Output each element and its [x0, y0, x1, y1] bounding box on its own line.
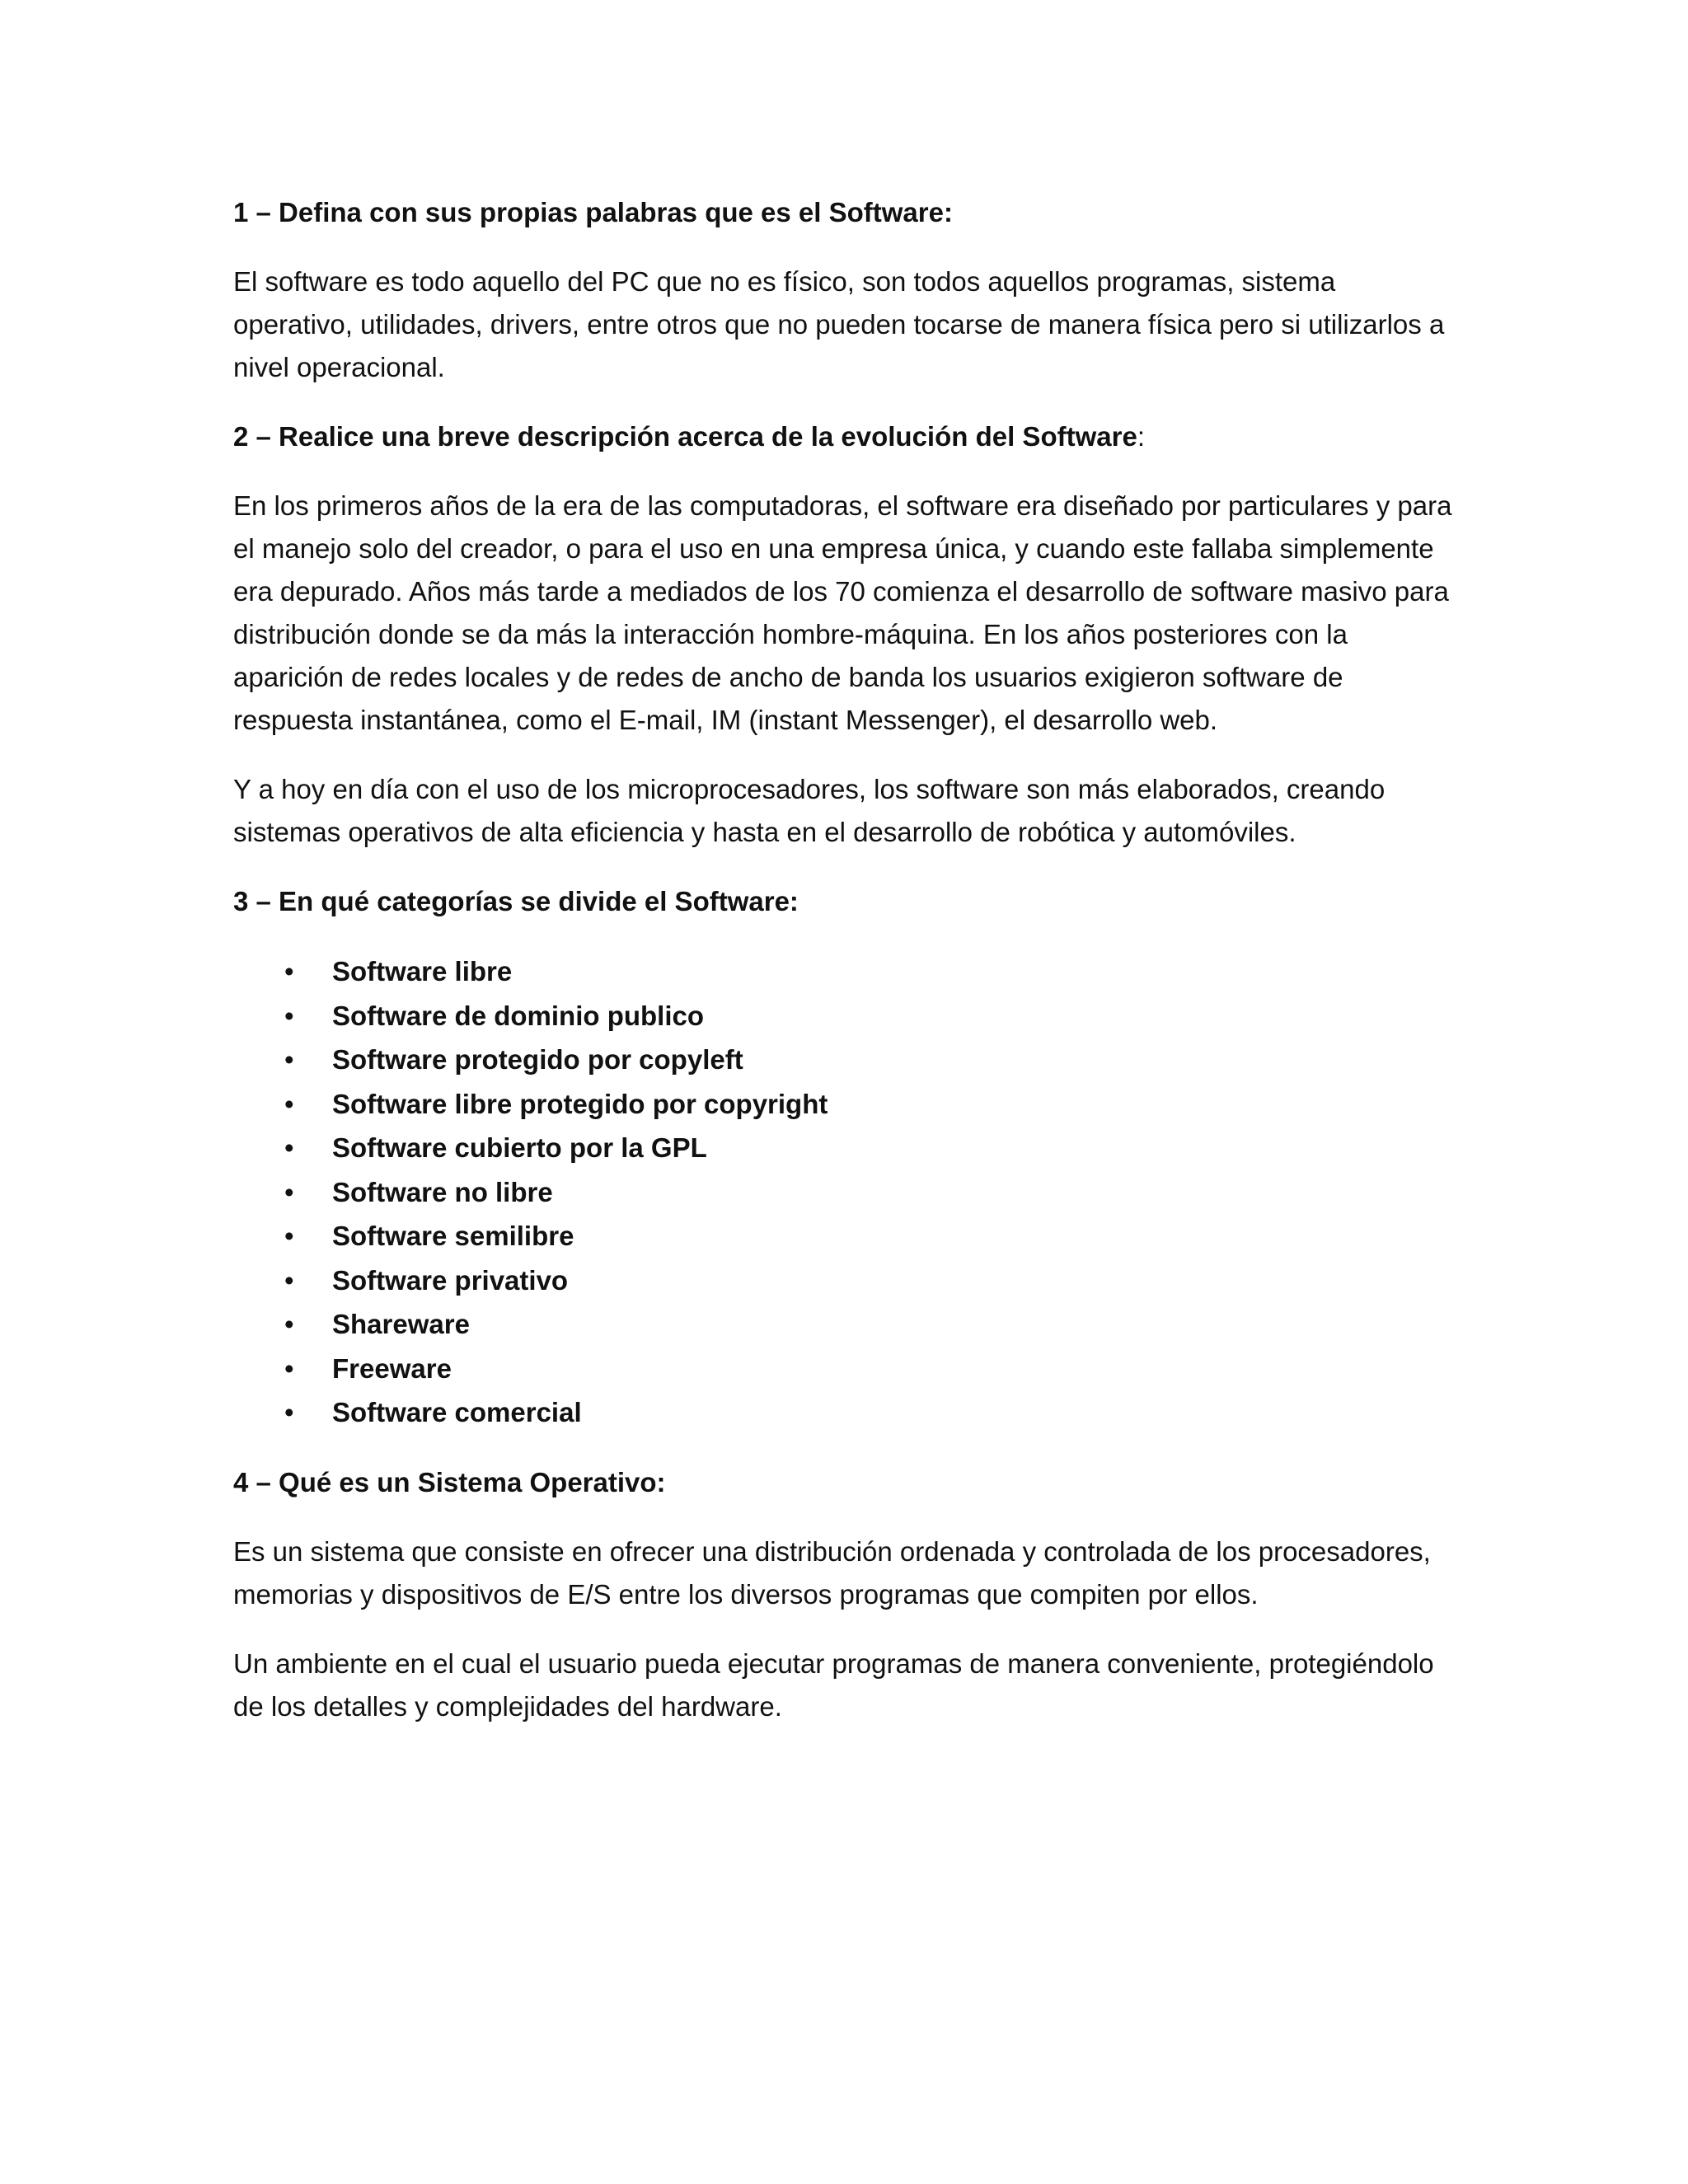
list-item [233, 1302, 1461, 1347]
list-item [233, 994, 1461, 1038]
question-3-heading: 3 – En qué categorías se divide el Software: [233, 886, 799, 916]
question-2-heading [233, 415, 1461, 458]
list-item-label: Software cubierto por la GPL [332, 1132, 707, 1163]
bullet-icon: • [284, 1088, 294, 1119]
question-2-heading-colon: : [1137, 421, 1145, 452]
list-item-label: Software privativo [332, 1264, 569, 1296]
list-item [233, 1170, 1461, 1215]
answer-4-paragraph-1: Es un sistema que consiste en ofrecer una distribución ordenada y controlada de los procesadores, memorias y dispositivos de E/S entre los diversos programas que compiten por ellos. [233, 1535, 1431, 1610]
bullet-icon: • [284, 1352, 294, 1384]
list-item-label: Software libre protegido por copyright [332, 1088, 828, 1119]
bullet-icon: • [284, 1221, 294, 1251]
list-item-label: Software no libre [332, 1176, 553, 1207]
answer-4-paragraph-2: Un ambiente en el cual el usuario pueda ejecutar programas de manera conveniente, protegiéndolo de los detalles y complejidades del hardware. [233, 1647, 1434, 1722]
answer-2-paragraph-1: En los primeros años de la era de las computadoras, el software era diseñado por particulares y para el manejo solo del creador, o para el uso en una empresa única, y cuando este fallaba simplemente era depurado. Años más tarde a mediados de los 70 comienza el desarrollo de software masivo para distribución donde se da más la interacción hombre-máquina. En los años posteriores con la aparición de redes locales y de redes de ancho de banda los usuarios exigieron software de respuesta instantánea, como el E-mail, IM (instant Messenger), el desarrollo web. [233, 490, 1452, 735]
software-categories-list [233, 949, 1461, 1435]
list-item-label: Software comercial [332, 1397, 582, 1427]
bullet-icon: • [284, 1397, 294, 1427]
list-item [233, 1082, 1461, 1127]
bullet-icon: • [284, 1264, 294, 1296]
list-item [233, 1390, 1461, 1435]
bullet-icon: • [284, 1132, 294, 1163]
list-item [233, 1214, 1461, 1258]
list-item-label: Software semilibre [332, 1221, 574, 1251]
answer-1-paragraph: El software es todo aquello del PC que no es físico, son todos aquellos programas, sistema operativo, utilidades, drivers, entre otros que no pueden tocarse de manera física pero si utilizarlos a nivel operacional. [233, 266, 1445, 382]
list-item-label: Software protegido por copyleft [332, 1044, 743, 1075]
list-item-label: Software de dominio publico [332, 1000, 705, 1031]
bullet-icon: • [284, 1000, 294, 1031]
list-item [233, 949, 1461, 994]
list-item [233, 1347, 1461, 1391]
list-item-label: Shareware [332, 1309, 470, 1339]
list-item [233, 1258, 1461, 1303]
document-body [233, 191, 1461, 1755]
question-1-heading: 1 – Defina con sus propias palabras que es el Software: [233, 197, 953, 227]
list-item [233, 1038, 1461, 1082]
list-item-label: Freeware [332, 1352, 452, 1384]
list-item-label: Software libre [332, 956, 513, 987]
question-4-heading: 4 – Qué es un Sistema Operativo: [233, 1466, 666, 1497]
bullet-icon: • [284, 956, 294, 987]
list-item [233, 1126, 1461, 1170]
question-2-heading-text: 2 – Realice una breve descripción acerca de la evolución del Software [233, 421, 1137, 452]
answer-2-paragraph-2: Y a hoy en día con el uso de los microprocesadores, los software son más elaborados, creando sistemas operativos de alta eficiencia y hasta en el desarrollo de robótica y automóviles. [233, 774, 1386, 847]
bullet-icon: • [284, 1309, 294, 1339]
bullet-icon: • [284, 1176, 294, 1207]
bullet-icon: • [284, 1044, 294, 1075]
